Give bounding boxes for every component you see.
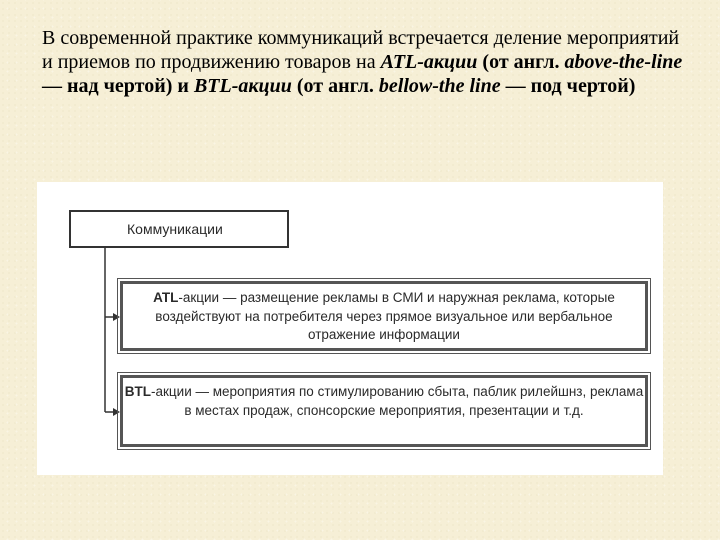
intro-text-2: (от англ. <box>477 51 565 73</box>
intro-text-4: (от англ. <box>291 75 379 97</box>
atl-box <box>120 281 648 351</box>
intro-text-1: В современной практике коммуникаций встречается деление мероприятий и приемов по продвижению товаров на <box>42 27 680 73</box>
btl-origin: bellow-the line <box>378 75 501 97</box>
btl-box-description: -акции — мероприятия по стимулированию сбыта, паблик рилейшнз, реклама в местах продаж, спонсорские мероприятия, презентации и т.д. <box>151 384 644 418</box>
btl-term: BTL-акции <box>193 75 292 97</box>
atl-arrow-icon <box>113 313 120 321</box>
btl-arrow-icon <box>113 408 120 416</box>
atl-origin: above-the-line <box>564 51 683 73</box>
intro-text-3: — над чертой) и <box>42 75 194 97</box>
btl-box <box>120 375 648 447</box>
intro-text-5: — под чертой) <box>500 75 636 97</box>
atl-box-description: -акции — размещение рекламы в СМИ и наружная реклама, которые воздействуют на потребителя через прямое визуальное или вербальное отражение информации <box>155 290 615 342</box>
intro-paragraph <box>42 26 692 98</box>
communications-box: Коммуникации <box>69 210 289 248</box>
btl-box-term: BTL <box>124 384 152 399</box>
communications-diagram <box>37 182 663 475</box>
atl-term: ATL-акции <box>380 51 478 73</box>
atl-box-term: ATL <box>153 290 179 305</box>
